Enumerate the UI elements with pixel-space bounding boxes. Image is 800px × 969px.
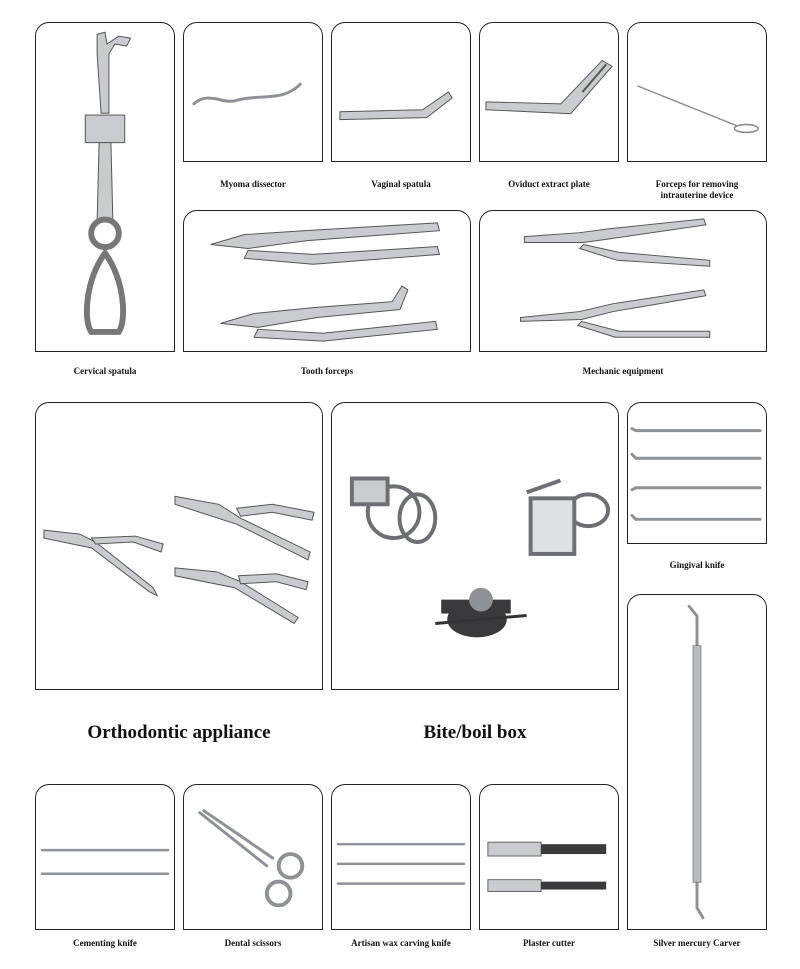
oviduct-extract-plate-card [479, 22, 619, 162]
bite-boil-box-card [331, 402, 619, 690]
mechanic-equipment-card [479, 210, 767, 352]
cervical-spatula-caption: Cervical spatula [73, 366, 137, 376]
mechanic-equipment-caption: Mechanic equipment [582, 366, 664, 376]
gingival-knife-card [627, 402, 767, 544]
wax-carving-knife-card [331, 784, 471, 930]
iud-forceps-card [627, 22, 767, 162]
oviduct-extract-plate-caption: Oviduct extract plate [508, 179, 590, 189]
plaster-cutter-card [479, 784, 619, 930]
dental-scissors-caption: Dental scissors [224, 938, 282, 948]
plaster-cutter-image [480, 785, 618, 929]
mechanic-equipment-image [480, 211, 766, 351]
orthodontic-appliance-title: Orthodontic appliance [87, 722, 271, 743]
silver-mercury-carver-image [628, 595, 766, 929]
myoma-dissector-caption: Myoma dissector [220, 179, 286, 189]
tooth-forceps-caption: Tooth forceps [300, 366, 354, 376]
wax-carving-knife-caption: Artisan wax carving knife [351, 938, 451, 948]
cementing-knife-caption: Cementing knife [73, 938, 137, 948]
cervical-spatula-image [36, 23, 174, 351]
wax-carving-knife-image [332, 785, 470, 929]
iud-forceps-caption-2: intrauterine device [660, 190, 734, 200]
silver-mercury-carver-caption: Silver mercury Carver [653, 938, 741, 948]
iud-forceps-caption-1: Forceps for removing [655, 179, 739, 189]
gingival-knife-caption: Gingival knife [669, 560, 725, 570]
cementing-knife-image [36, 785, 174, 929]
vaginal-spatula-card [331, 22, 471, 162]
gingival-knife-image [628, 403, 766, 543]
vaginal-spatula-caption: Vaginal spatula [371, 179, 431, 189]
plaster-cutter-caption: Plaster cutter [522, 938, 576, 948]
myoma-dissector-image [184, 23, 322, 161]
cementing-knife-card [35, 784, 175, 930]
dental-scissors-card [183, 784, 323, 930]
silver-mercury-carver-card [627, 594, 767, 930]
bite-boil-box-image [332, 403, 618, 689]
cervical-spatula-card [35, 22, 175, 352]
bite-boil-box-title: Bite/boil box [423, 722, 527, 743]
dental-scissors-image [184, 785, 322, 929]
vaginal-spatula-image [332, 23, 470, 161]
tooth-forceps-card [183, 210, 471, 352]
tooth-forceps-image [184, 211, 470, 351]
iud-forceps-image [628, 23, 766, 161]
orthodontic-appliance-image [36, 403, 322, 689]
myoma-dissector-card [183, 22, 323, 162]
oviduct-extract-plate-image [480, 23, 618, 161]
orthodontic-appliance-card [35, 402, 323, 690]
